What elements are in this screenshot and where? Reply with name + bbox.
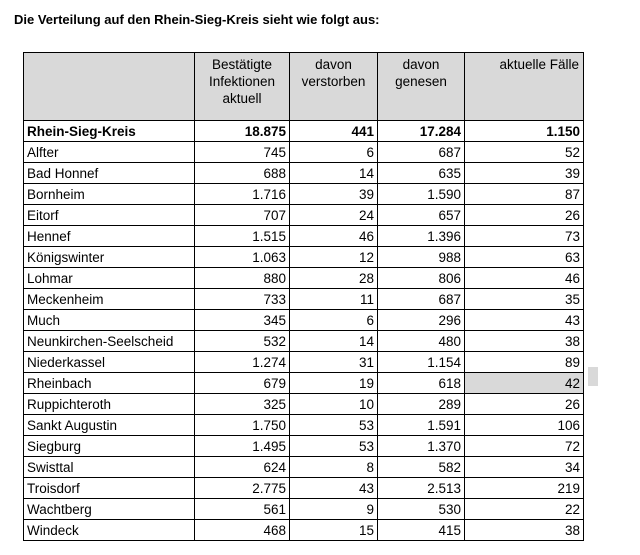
table-row (24, 226, 584, 247)
deceased: 11 (290, 289, 378, 310)
municipality-name: Niederkassel (24, 352, 195, 373)
confirmed-infections: 1.274 (195, 352, 290, 373)
municipality-name: Eitorf (24, 205, 195, 226)
confirmed-infections: 733 (195, 289, 290, 310)
table-row (24, 436, 584, 457)
recovered: 289 (378, 394, 465, 415)
deceased: 28 (290, 268, 378, 289)
table-row (24, 352, 584, 373)
recovered: 1.590 (378, 184, 465, 205)
deceased: 53 (290, 415, 378, 436)
table-row (24, 289, 584, 310)
current-cases: 34 (465, 457, 584, 478)
current-cases: 63 (465, 247, 584, 268)
confirmed-infections: 468 (195, 520, 290, 541)
municipality-name: Ruppichteroth (24, 394, 195, 415)
confirmed-infections: 1.063 (195, 247, 290, 268)
header-blank (24, 53, 195, 121)
total-current: 1.150 (465, 121, 584, 142)
current-cases: 26 (465, 394, 584, 415)
table-row (24, 415, 584, 436)
recovered: 1.396 (378, 226, 465, 247)
confirmed-infections: 1.515 (195, 226, 290, 247)
table-row (24, 373, 584, 394)
table-row (24, 331, 584, 352)
confirmed-infections: 1.750 (195, 415, 290, 436)
total-deceased: 441 (290, 121, 378, 142)
confirmed-infections: 1.495 (195, 436, 290, 457)
recovered: 618 (378, 373, 465, 394)
table-row (24, 457, 584, 478)
table-row (24, 142, 584, 163)
municipality-name: Sankt Augustin (24, 415, 195, 436)
current-cases: 89 (465, 352, 584, 373)
deceased: 6 (290, 142, 378, 163)
current-cases: 42 (465, 373, 584, 394)
table-row (24, 394, 584, 415)
recovered: 635 (378, 163, 465, 184)
deceased: 15 (290, 520, 378, 541)
current-cases: 38 (465, 331, 584, 352)
table-row (24, 205, 584, 226)
recovered: 296 (378, 310, 465, 331)
municipality-name: Meckenheim (24, 289, 195, 310)
deceased: 53 (290, 436, 378, 457)
recovered: 687 (378, 142, 465, 163)
district-statistics-table (23, 52, 584, 541)
total-recovered: 17.284 (378, 121, 465, 142)
municipality-name: Swisttal (24, 457, 195, 478)
confirmed-infections: 688 (195, 163, 290, 184)
municipality-name: Rheinbach (24, 373, 195, 394)
recovered: 1.154 (378, 352, 465, 373)
municipality-name: Lohmar (24, 268, 195, 289)
municipality-name: Siegburg (24, 436, 195, 457)
confirmed-infections: 624 (195, 457, 290, 478)
current-cases: 87 (465, 184, 584, 205)
total-district-name: Rhein-Sieg-Kreis (24, 121, 195, 142)
confirmed-infections: 880 (195, 268, 290, 289)
cell-selection-marker (588, 367, 598, 386)
header-current-cases: aktuelle Fälle (465, 53, 584, 121)
recovered: 582 (378, 457, 465, 478)
page-heading: Die Verteilung auf den Rhein-Sieg-Kreis sieht wie folgt aus: (14, 12, 380, 27)
current-cases: 73 (465, 226, 584, 247)
deceased: 31 (290, 352, 378, 373)
current-cases: 43 (465, 310, 584, 331)
deceased: 8 (290, 457, 378, 478)
current-cases: 22 (465, 499, 584, 520)
municipality-name: Wachtberg (24, 499, 195, 520)
municipality-name: Königswinter (24, 247, 195, 268)
recovered: 657 (378, 205, 465, 226)
confirmed-infections: 1.716 (195, 184, 290, 205)
recovered: 988 (378, 247, 465, 268)
deceased: 39 (290, 184, 378, 205)
recovered: 1.591 (378, 415, 465, 436)
table-row (24, 268, 584, 289)
confirmed-infections: 325 (195, 394, 290, 415)
table-row (24, 520, 584, 541)
deceased: 12 (290, 247, 378, 268)
municipality-name: Neunkirchen-Seelscheid (24, 331, 195, 352)
header-recovered: davon genesen (378, 53, 465, 121)
municipality-name: Much (24, 310, 195, 331)
confirmed-infections: 532 (195, 331, 290, 352)
deceased: 10 (290, 394, 378, 415)
current-cases: 72 (465, 436, 584, 457)
table-row (24, 310, 584, 331)
recovered: 530 (378, 499, 465, 520)
recovered: 415 (378, 520, 465, 541)
header-deceased: davon verstorben (290, 53, 378, 121)
recovered: 480 (378, 331, 465, 352)
total-row (24, 121, 584, 142)
table-row (24, 499, 584, 520)
municipality-name: Troisdorf (24, 478, 195, 499)
municipality-name: Alfter (24, 142, 195, 163)
municipality-name: Bad Honnef (24, 163, 195, 184)
recovered: 2.513 (378, 478, 465, 499)
current-cases: 39 (465, 163, 584, 184)
deceased: 9 (290, 499, 378, 520)
deceased: 24 (290, 205, 378, 226)
confirmed-infections: 707 (195, 205, 290, 226)
deceased: 46 (290, 226, 378, 247)
current-cases: 38 (465, 520, 584, 541)
deceased: 14 (290, 163, 378, 184)
table-row (24, 478, 584, 499)
total-confirmed: 18.875 (195, 121, 290, 142)
confirmed-infections: 2.775 (195, 478, 290, 499)
current-cases: 106 (465, 415, 584, 436)
recovered: 687 (378, 289, 465, 310)
deceased: 19 (290, 373, 378, 394)
table-row (24, 163, 584, 184)
confirmed-infections: 745 (195, 142, 290, 163)
confirmed-infections: 345 (195, 310, 290, 331)
current-cases: 52 (465, 142, 584, 163)
deceased: 14 (290, 331, 378, 352)
confirmed-infections: 679 (195, 373, 290, 394)
current-cases: 46 (465, 268, 584, 289)
table-row (24, 184, 584, 205)
municipality-name: Hennef (24, 226, 195, 247)
table-header-row (24, 53, 584, 121)
current-cases: 35 (465, 289, 584, 310)
recovered: 806 (378, 268, 465, 289)
municipality-name: Windeck (24, 520, 195, 541)
confirmed-infections: 561 (195, 499, 290, 520)
table-row (24, 247, 584, 268)
current-cases: 219 (465, 478, 584, 499)
deceased: 6 (290, 310, 378, 331)
recovered: 1.370 (378, 436, 465, 457)
header-confirmed-infections: Bestätigte Infektionen aktuell (195, 53, 290, 121)
deceased: 43 (290, 478, 378, 499)
current-cases: 26 (465, 205, 584, 226)
municipality-name: Bornheim (24, 184, 195, 205)
